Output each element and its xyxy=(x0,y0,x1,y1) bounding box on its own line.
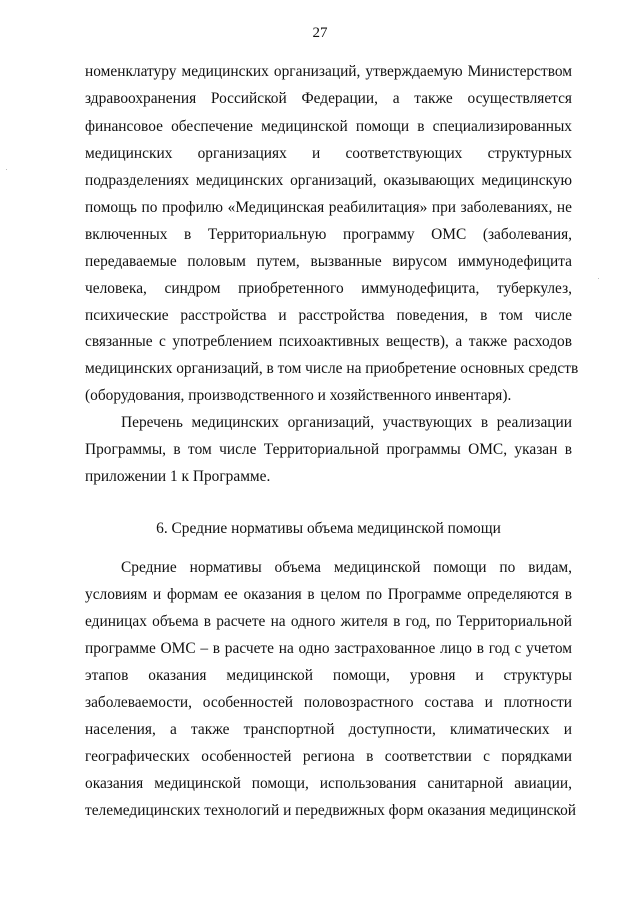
paragraph-line: Программы, в том числе Территориальной программы ОМС, указан в xyxy=(85,441,572,458)
paragraph-line: помощь по профилю «Медицинская реабилитация» при заболеваниях, не xyxy=(85,199,572,216)
paragraph-line: условиям и формам ее оказания в целом по Программе определяются в xyxy=(85,586,572,603)
paragraph-line: медицинских организациях и соответствующих структурных xyxy=(85,145,572,162)
paragraph-line: этапов оказания медицинской помощи, уровня и структуры xyxy=(85,667,572,684)
paragraph-line: Средние нормативы объема медицинской помощи по видам, xyxy=(121,559,572,576)
paragraph-line: психические расстройства и расстройства поведения, в том числе xyxy=(85,307,572,324)
paragraph-line: телемедицинских технологий и передвижных форм оказания медицинской xyxy=(85,802,577,819)
paragraph-line: передаваемые половым путем, вызванные вирусом иммунодефицита xyxy=(85,253,572,270)
paragraph-line: населения, а также транспортной доступности, климатических и xyxy=(85,721,572,738)
paragraph-line: заболеваемости, особенностей половозрастного состава и плотности xyxy=(85,694,572,711)
paragraph-line: географических особенностей региона в соответствии с порядками xyxy=(85,748,572,765)
page-number: 27 xyxy=(312,25,328,41)
scan-speck xyxy=(6,169,7,170)
paragraph-line: финансовое обеспечение медицинской помощи в специализированных xyxy=(85,118,572,135)
paragraph-line: включенных в Территориальную программу ОМС (заболевания, xyxy=(85,226,572,243)
paragraph-line: связанные с употреблением психоактивных веществ), а также расходов xyxy=(85,333,572,350)
paragraph-line: человека, синдром приобретенного иммунодефицита, туберкулез, xyxy=(85,280,572,297)
scan-speck xyxy=(598,278,599,279)
paragraph-line: (оборудования, производственного и хозяйственного инвентаря). xyxy=(85,387,512,404)
paragraph-line: программе ОМС – в расчете на одно застрахованное лицо в год с учетом xyxy=(85,640,572,657)
paragraph-line: номенклатуру медицинских организаций, утверждаемую Министерством xyxy=(85,63,572,80)
paragraph-line: медицинских организаций, в том числе на приобретение основных средств xyxy=(85,360,579,377)
paragraph-line: здравоохранения Российской Федерации, а также осуществляется xyxy=(85,90,572,107)
section-heading: 6. Средние нормативы объема медицинской помощи xyxy=(156,520,501,537)
paragraph-line: оказания медицинской помощи, использования санитарной авиации, xyxy=(85,775,572,792)
paragraph-line: Перечень медицинских организаций, участвующих в реализации xyxy=(121,414,572,431)
paragraph-line: подразделениях медицинских организаций, оказывающих медицинскую xyxy=(85,172,572,189)
paragraph-line: единицах объема в расчете на одного жителя в год, по Территориальной xyxy=(85,613,572,630)
paragraph-line: приложении 1 к Программе. xyxy=(85,468,271,485)
